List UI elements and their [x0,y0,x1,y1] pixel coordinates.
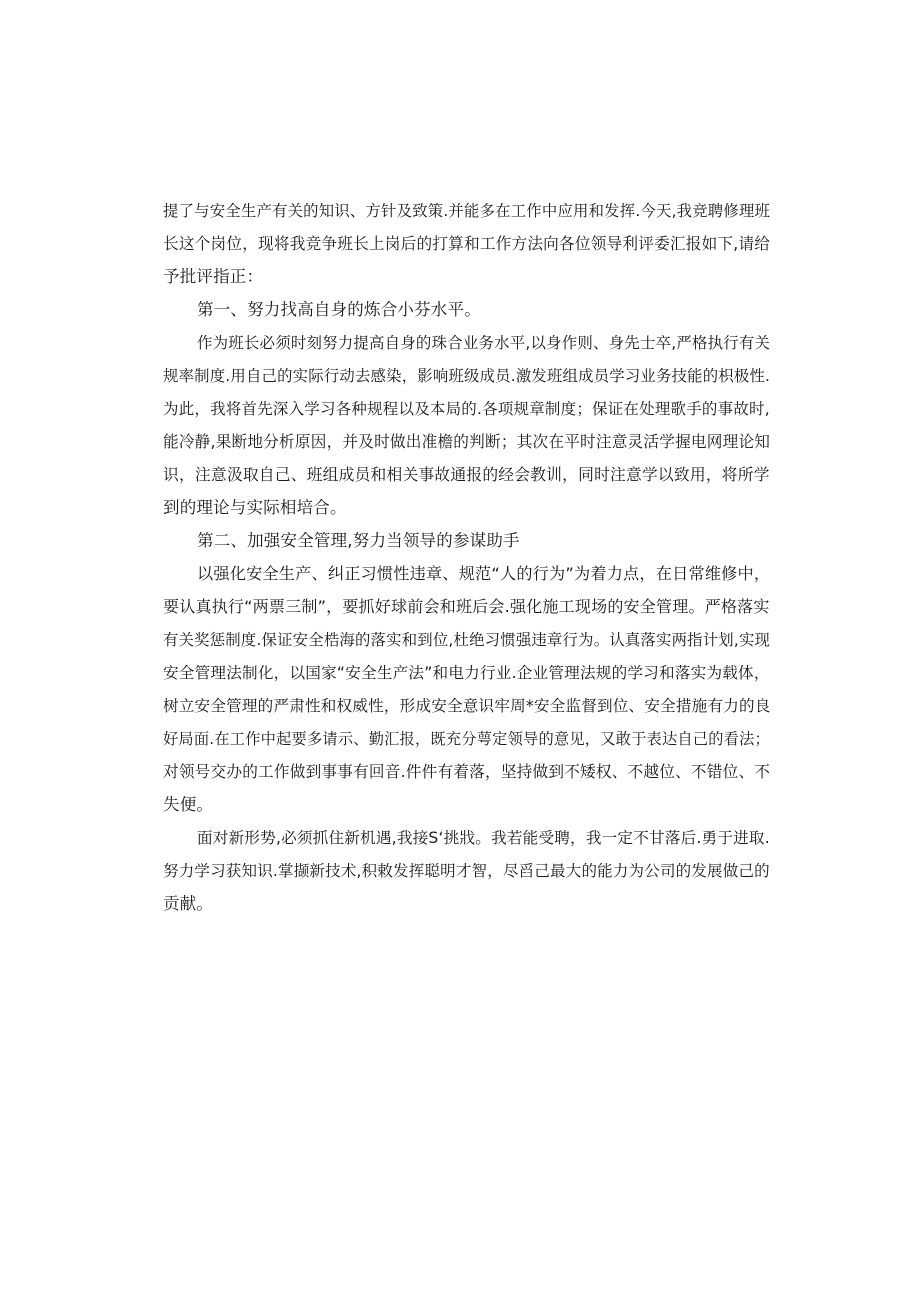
text-line: 规率制度.用自己的实际行动去感染，影响班级成员.激发班组成员学习业务技能的枳极性. [163,367,771,385]
text-line: 树立安全管理的严肃性和权威性，形成安全意识牢周*安全监督到位、安全措施有力的良 [163,697,771,715]
text-line: 面对新形势,必须抓住新机遇,我接S‘挑戕。我若能受聘，我一定不甘落后.勇于进取. [197,829,770,847]
text-line: 对领号交办的工作做到事事有回音.件件有着落，坚持做到不矮权、不越位、不错位、不 [163,762,771,781]
text-line: 予批评指正： [163,267,264,286]
text-line: 识，注意汲取自己、班组成员和相关事故通报的经会教训，同时注意学以致用，将所学 [163,465,770,484]
section-heading: 第一、努力找高自身的炼合小芬水平。 [197,300,481,319]
text-line: 要认真执行“两票三制”，要抓好球前会和班后会.强化施工现场的安全管理。严格落实 [163,597,770,616]
section-heading: 第二、加强安全管理,努力当领导的参谋助手 [197,531,520,550]
text-line: 好局面.在工作中起要多请示、勤汇报，既充分萼定领导的意见，又敢于表达自己的看法； [163,730,770,748]
text-line: 为此，我将首先深入学习各种规程以及本局的.各项规章制度；保证在处理歌手的事故时, [163,400,770,418]
text-line: 贡献。 [163,894,214,913]
text-line: 以强化安全生产、纠正习惯性违章、规范“人的行为”为着力点，在日常维修中， [197,564,771,583]
text-line: 到的理论与实际相培合。 [163,498,347,517]
text-line: 能冷静,果断地分析原因，并及时做出准檐的判断；其次在平时注意灵活学握电网理论知 [163,432,771,451]
text-line: 提了与安全生产有关的知识、方针及致策.并能多在工作中应用和发挥.今天,我竞聘修理班 [163,202,771,220]
text-line: 长这个岗位，现将我竞争班长上岗后的打算和工作方法向各位领导利评委汇报如下,请给 [163,234,771,253]
text-line: 失便。 [163,795,214,814]
text-line: 努力学习获知识.掌撷新技术,积敕发挥聪明才智，尽舀己最大的能力为公司的发展做己的 [163,862,770,880]
text-line: 有关奖惩制度.保证安全梏海的落实和到位,杜绝习惯强违章行为。认真落实两指计划,实现 [163,631,771,649]
text-line: 安全管理法制化，以国家“安全生产法”和电力行业.企业管理法规的学习和落实为载体， [163,664,770,682]
text-line: 作为班长必须时刻努力提高自身的珠合业务水平,以身作则、身先士卒,严格执行有关 [197,334,771,352]
